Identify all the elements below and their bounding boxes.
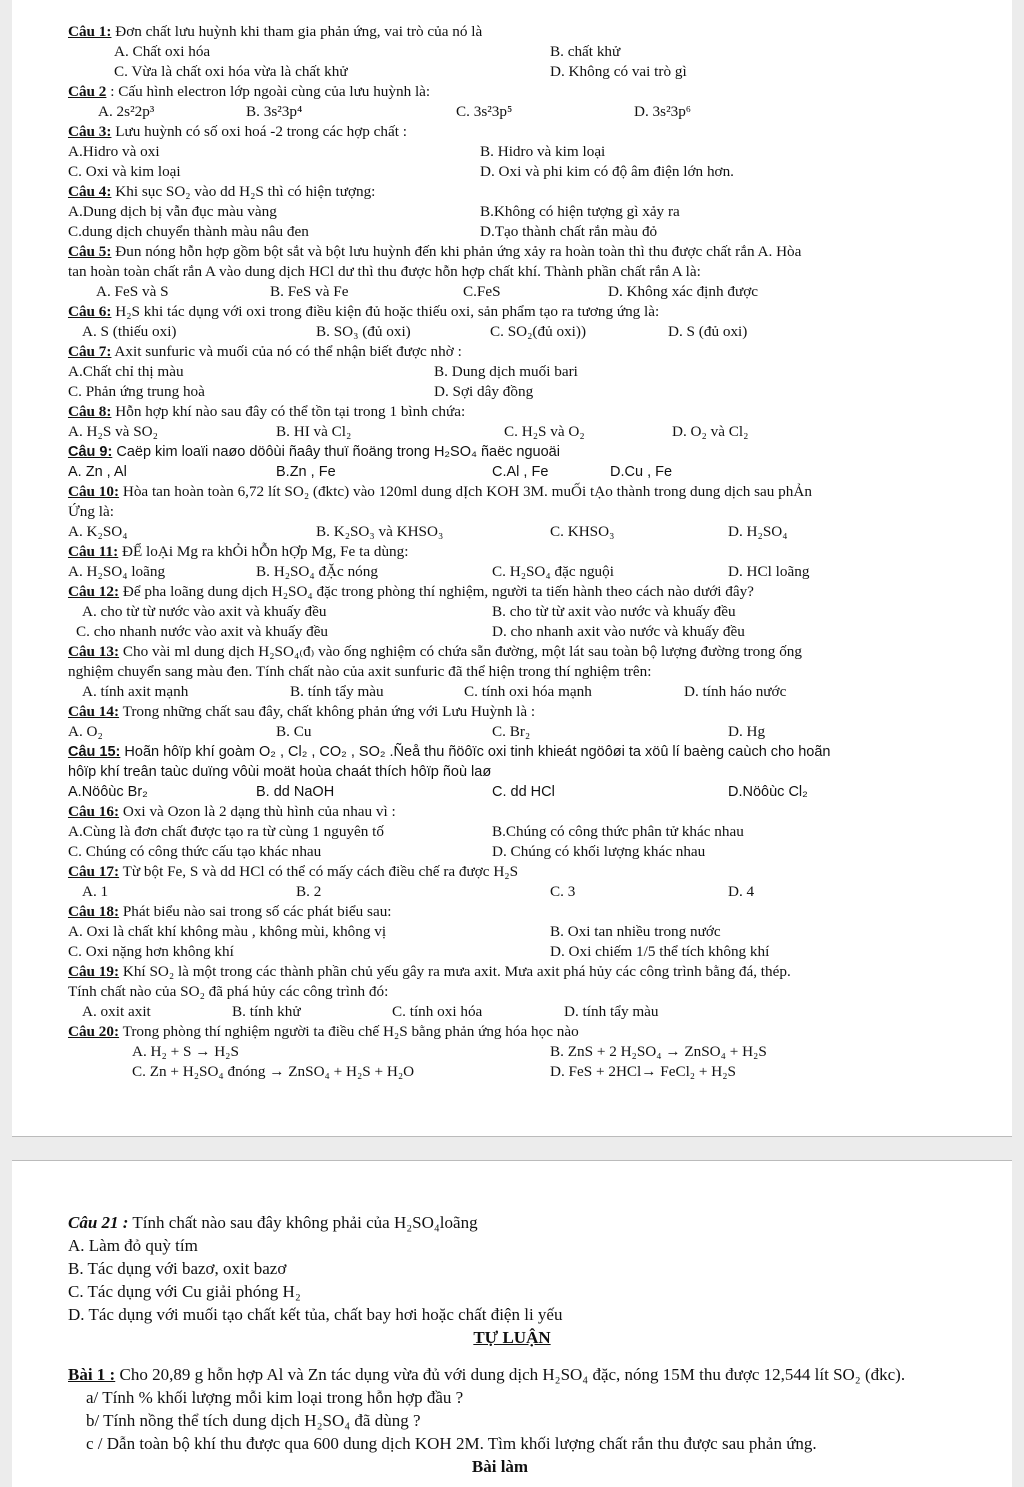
- answer-option: B. K₂SO₃ và KHSO₃: [316, 523, 444, 540]
- answer-row: [68, 462, 1012, 482]
- answer-option: A. H₂SO₄ loãng: [68, 563, 166, 580]
- answer-option: B. tính khử: [232, 1003, 301, 1020]
- answer-row: [68, 322, 1012, 342]
- question-text: Từ bột Fe, S và dd HCl có thể có mấy cách điều chế ra được H₂S: [119, 863, 519, 880]
- answer-option: C. Oxi nặng hơn không khí: [68, 943, 234, 960]
- answer-option: B.Zn , Fe: [276, 464, 336, 480]
- answer-row: [68, 882, 1012, 902]
- answer-option: D. cho nhanh axit vào nước và khuấy đều: [492, 623, 745, 640]
- answer-row: [68, 1042, 1012, 1062]
- answer-row: [68, 382, 1012, 402]
- question-text: ĐỂ loẠi Mg ra khỎi hỖn hỢp Mg, Fe ta dùng:: [118, 543, 409, 560]
- question-label: Câu 14:: [68, 703, 120, 720]
- answer-row: [68, 942, 1012, 962]
- question-19: [68, 962, 1012, 982]
- answer-row: [68, 142, 1012, 162]
- question-text: Tính chất nào sau đây không phải của H₂SO₄loãng: [128, 1213, 478, 1232]
- question-text-continued: Tính chất nào của SO₂ đã phá hủy các công trình đó:: [68, 983, 389, 1000]
- answer-option: C. tính oxi hóa mạnh: [464, 683, 592, 700]
- exam-page-1: [12, 0, 1012, 1137]
- question-8: [68, 402, 1012, 422]
- question-label: Câu 1:: [68, 23, 112, 40]
- answer-row: [68, 1062, 1012, 1082]
- answer-option: B.Chúng có công thức phân tử khác nhau: [492, 823, 744, 840]
- question-label: Câu 18:: [68, 903, 120, 920]
- question-text: Hòa tan hoàn toàn 6,72 lít SO₂ (đktc) vào 120ml dung dỊch KOH 3M. muỐi tẠo thành trong dung dịch sau phẢn: [119, 483, 812, 500]
- question-label: Câu 4:: [68, 183, 112, 200]
- answer-option: A. 2s²2p³: [98, 103, 155, 120]
- answer-row: [68, 922, 1012, 942]
- answer-option: D. O₂ và Cl₂: [672, 423, 749, 440]
- answer-row: [68, 62, 1012, 82]
- answer-option: A. O₂: [68, 723, 103, 740]
- answer-option: C. Vừa là chất oxi hóa vừa là chất khử: [114, 63, 348, 80]
- answer-option: D. S (đủ oxi): [668, 323, 748, 340]
- q21-option-d: D. Tác dụng với muối tạo chất kết tủa, chất bay hơi hoặc chất điện li yếu: [68, 1305, 563, 1324]
- question-text: Lưu huỳnh có số oxi hoá -2 trong các hợp chất :: [111, 123, 407, 140]
- question-text: Trong những chất sau đây, chất không phản ứng với Lưu Huỳnh là :: [119, 703, 536, 720]
- problem-1-part-b: b/ Tính nồng thể tích dung dịch H₂SO₄ đã dùng ?: [86, 1411, 421, 1430]
- answer-option: B. chất khử: [550, 43, 621, 60]
- question-label: Câu 5:: [68, 243, 112, 260]
- problem-1-part-a: a/ Tính % khối lượng mỗi kim loại trong hỗn hợp đầu ?: [86, 1388, 464, 1407]
- question-text-continued: hôïp khí treân taùc duïng vôùi moät hoùa chaát thích hôïp ñoù laø: [68, 764, 492, 780]
- question-label: Câu 2: [68, 83, 107, 100]
- question-label: Câu 21 :: [68, 1213, 129, 1232]
- answer-row: [68, 202, 1012, 222]
- answer-option: D. tính tẩy màu: [564, 1003, 659, 1020]
- question-7: [68, 342, 1012, 362]
- question-20: [68, 1022, 1012, 1042]
- question-text-continued: Ứng là:: [68, 503, 114, 520]
- answer-option: C. 3: [550, 883, 576, 900]
- answer-row: [68, 842, 1012, 862]
- question-label: Câu 16:: [68, 803, 120, 820]
- answer-option: B. 3s²3p⁴: [246, 103, 303, 120]
- question-label: Câu 9:: [68, 444, 113, 460]
- answer-option: C. cho nhanh nước vào axit và khuấy đều: [76, 623, 329, 640]
- question-17: [68, 862, 1012, 882]
- question-6: [68, 302, 1012, 322]
- answer-option: D.Tạo thành chất rắn màu đỏ: [480, 223, 658, 240]
- multiple-choice-section: [12, 0, 1012, 1082]
- answer-row: [68, 562, 1012, 582]
- question-15: [68, 742, 1012, 762]
- question-2: [68, 82, 1012, 102]
- question-label: Câu 20:: [68, 1023, 120, 1040]
- answer-option: A. S (thiếu oxi): [82, 323, 177, 340]
- question-13: [68, 642, 1012, 662]
- question-text: Khi sục SO₂ vào dd H₂S thì có hiện tượng:: [111, 183, 376, 200]
- answer-row: [68, 782, 1012, 802]
- answer-option: A.Cùng là đơn chất được tạo ra từ cùng 1 nguyên tố: [68, 823, 384, 840]
- answer-option: D. Oxi và phi kim có độ âm điện lớn hơn.: [480, 163, 734, 180]
- question-10: [68, 482, 1012, 502]
- answer-row: [68, 282, 1012, 302]
- answer-option: A.Hidro và oxi: [68, 143, 160, 160]
- answer-option: B. FeS và Fe: [270, 283, 349, 300]
- answer-option: C. dd HCl: [492, 784, 555, 800]
- question-label: Câu 7:: [68, 343, 112, 360]
- question-label: Câu 10:: [68, 483, 120, 500]
- answer-option: D. Không có vai trò gì: [550, 63, 687, 80]
- question-text: Hoãn hôïp khí goàm O₂ , Cl₂ , CO₂ , SO₂ .Ñeå thu ñöôïc oxi tinh khieát ngöôøi ta xöû lí baèng caùch cho hoãn: [120, 744, 831, 760]
- answer-option: D. H₂SO₄: [728, 523, 788, 540]
- answer-row: [68, 42, 1012, 62]
- answer-option: B. SO₃ (đủ oxi): [316, 323, 411, 340]
- question-label: Câu 17:: [68, 863, 120, 880]
- question-label: Câu 19:: [68, 963, 120, 980]
- question-5: [68, 242, 1012, 262]
- answer-option: C. tính oxi hóa: [392, 1003, 483, 1020]
- answer-option: B. dd NaOH: [256, 784, 335, 800]
- answer-option: B. 2: [296, 883, 322, 900]
- problem-label: Bài 1 :: [68, 1365, 116, 1384]
- answer-option: D. Hg: [728, 723, 766, 740]
- answer-option: A.Nöôùc Br₂: [68, 784, 148, 800]
- question-label: Câu 12:: [68, 583, 120, 600]
- question-12: [68, 582, 1012, 602]
- answer-row: [68, 622, 1012, 642]
- answer-row: [68, 362, 1012, 382]
- question-label: Câu 6:: [68, 303, 112, 320]
- answer-option: C. H₂SO₄ đặc nguội: [492, 563, 614, 580]
- answer-option: B. cho từ từ axit vào nước và khuấy đều: [492, 603, 736, 620]
- question-text: Caëp kim loaïi naøo döôùi ñaây thuï ñoäng trong H₂SO₄ ñaëc nguoäi: [112, 444, 560, 460]
- question-text: Axit sunfuric và muối của nó có thể nhận biết được nhờ :: [111, 343, 462, 360]
- question-text: Hỗn hợp khí nào sau đây có thể tồn tại trong 1 bình chứa:: [111, 403, 466, 420]
- answer-option: D. HCl loãng: [728, 563, 810, 580]
- answer-row: [68, 602, 1012, 622]
- answer-option: B.Không có hiện tượng gì xảy ra: [480, 203, 680, 220]
- answer-option: C. KHSO₃: [550, 523, 615, 540]
- answer-option: A. Zn , Al: [68, 464, 127, 480]
- answer-row: [68, 162, 1012, 182]
- answer-area-title: Bài làm: [471, 1457, 529, 1476]
- question-14: [68, 702, 1012, 722]
- answer-option: C. Zn + H₂SO₄ đnóng → ZnSO₄ + H₂S + H₂O: [132, 1063, 415, 1080]
- answer-option: A. H₂S và SO₂: [68, 423, 158, 440]
- answer-row: [68, 822, 1012, 842]
- question-text: Đơn chất lưu huỳnh khi tham gia phản ứng, vai trò của nó là: [111, 23, 483, 40]
- question-text: H₂S khi tác dụng với oxi trong điều kiện đủ hoặc thiếu oxi, sản phẩm tạo ra tương ứng là:: [111, 303, 660, 320]
- question-label: Câu 13:: [68, 643, 120, 660]
- question-text: Oxi và Ozon là 2 dạng thù hình của nhau vì :: [119, 803, 396, 820]
- problem-1-part-c: c / Dẫn toàn bộ khí thu được qua 600 dung dịch KOH 2M. Tìm khối lượng chất rắn thu được sau phản ứng.: [86, 1434, 817, 1453]
- answer-option: C. 3s²3p⁵: [456, 103, 513, 120]
- answer-option: D. Không xác định được: [608, 283, 758, 300]
- answer-option: B. Cu: [276, 723, 312, 740]
- answer-option: D. 4: [728, 883, 755, 900]
- exam-page-2: [12, 1160, 1012, 1487]
- answer-row: [68, 422, 1012, 442]
- question-text: Trong phòng thí nghiệm người ta điều chế H₂S bằng phản ứng hóa học nào: [119, 1023, 579, 1040]
- answer-option: D. 3s²3p⁶: [634, 103, 692, 120]
- answer-option: A. H₂ + S → H₂S: [132, 1043, 239, 1060]
- answer-option: D. Sợi dây đồng: [434, 383, 534, 400]
- answer-option: A. 1: [82, 883, 109, 900]
- question-label: Câu 15:: [68, 744, 121, 760]
- question-4: [68, 182, 1012, 202]
- q21-option-a: A. Làm đỏ quỳ tím: [68, 1236, 198, 1255]
- answer-option: D. tính háo nước: [684, 683, 787, 700]
- question-text: Khí SO₂ là một trong các thành phần chủ yếu gây ra mưa axit. Mưa axit phá hủy các công trình bằng đá, thép.: [119, 963, 791, 980]
- answer-option: B. tính tẩy màu: [290, 683, 384, 700]
- problem-text: Cho 20,89 g hỗn hợp Al và Zn tác dụng vừa đủ với dung dịch H₂SO₄ đặc, nóng 15M thu được 12,544 lít SO₂ (đkc).: [115, 1365, 906, 1384]
- answer-option: C. Oxi và kim loại: [68, 163, 181, 180]
- question-11: [68, 542, 1012, 562]
- answer-row: [68, 522, 1012, 542]
- answer-row: [68, 682, 1012, 702]
- answer-option: D. Chúng có khối lượng khác nhau: [492, 843, 706, 860]
- answer-option: A. tính axit mạnh: [82, 683, 189, 700]
- answer-option: C. Phản ứng trung hoà: [68, 383, 205, 400]
- answer-option: A.Chất chỉ thị màu: [68, 363, 184, 380]
- answer-option: D.Cu , Fe: [610, 464, 673, 480]
- question-21: [68, 1211, 1012, 1234]
- answer-option: A. FeS và S: [96, 283, 169, 300]
- answer-option: D. FeS + 2HCl→ FeCl₂ + H₂S: [550, 1063, 736, 1080]
- question-label: Câu 11:: [68, 543, 119, 560]
- answer-option: C. Chúng có công thức cấu tạo khác nhau: [68, 843, 322, 860]
- answer-option: C.dung dịch chuyển thành màu nâu đen: [68, 223, 309, 240]
- answer-option: A. oxit axit: [82, 1003, 151, 1020]
- answer-option: A. cho từ từ nước vào axit và khuấy đều: [82, 603, 327, 620]
- question-text: Đun nóng hỗn hợp gồm bột sắt và bột lưu huỳnh đến khi phản ứng xảy ra hoàn toàn thì thu được chất rắn A. Hòa: [111, 243, 802, 260]
- q21-option-c: C. Tác dụng với Cu giải phóng H₂: [68, 1282, 301, 1301]
- answer-row: [68, 1002, 1012, 1022]
- answer-option: C. H₂S và O₂: [504, 423, 585, 440]
- answer-option: B. Oxi tan nhiều trong nước: [550, 923, 721, 940]
- answer-option: C. Br₂: [492, 723, 531, 740]
- question-1: [68, 22, 1012, 42]
- answer-option: D.Nöôùc Cl₂: [728, 784, 808, 800]
- answer-option: B. Hidro và kim loại: [480, 143, 606, 160]
- answer-option: B. HI và Cl₂: [276, 423, 352, 440]
- answer-row: [68, 102, 1012, 122]
- answer-option: A. Chất oxi hóa: [114, 43, 211, 60]
- question-text: Để pha loãng dung dịch H₂SO₄ đặc trong phòng thí nghiệm, người ta tiến hành theo cách nào dưới đây?: [119, 583, 754, 600]
- essay-heading: TỰ LUẬN: [473, 1328, 551, 1347]
- answer-option: A. Oxi là chất khí không màu , không mùi, không vị: [68, 923, 387, 940]
- answer-row: [68, 222, 1012, 242]
- answer-option: B. H₂SO₄ đẶc nóng: [256, 563, 378, 580]
- question-text-continued: tan hoàn toàn chất rắn A vào dung dịch HCl dư thì thu được hỗn hợp chất khí. Thành phần chất rắn A là:: [68, 263, 701, 280]
- question-9: [68, 442, 1012, 462]
- answer-option: C.FeS: [463, 283, 501, 300]
- question-3: [68, 122, 1012, 142]
- answer-option: C. SO₂(đủ oxi)): [490, 323, 586, 340]
- question-text: Cho vài ml dung dịch H₂SO₄₍đ₎ vào ống nghiệm có chứa sẵn đường, một lát sau toàn bộ lượng đường trong ống: [119, 643, 802, 660]
- question-label: Câu 8:: [68, 403, 112, 420]
- question-16: [68, 802, 1012, 822]
- answer-option: D. Oxi chiếm 1/5 thể tích không khí: [550, 943, 770, 960]
- question-18: [68, 902, 1012, 922]
- question-text: : Cấu hình electron lớp ngoài cùng của lưu huỳnh là:: [106, 83, 431, 100]
- problem-1: [68, 1363, 1012, 1386]
- q21-option-b: B. Tác dụng với bazơ, oxit bazơ: [68, 1259, 287, 1278]
- answer-option: A.Dung dịch bị vẫn đục màu vàng: [68, 203, 277, 220]
- question-text-continued: nghiệm chuyển sang màu đen. Tính chất nào của axit sunfuric đã thể hiện trong thí nghiệm trên:: [68, 663, 652, 680]
- answer-row: [68, 722, 1012, 742]
- answer-option: A. K₂SO₄: [68, 523, 128, 540]
- question-label: Câu 3:: [68, 123, 112, 140]
- answer-option: B. ZnS + 2 H₂SO₄ → ZnSO₄ + H₂S: [550, 1043, 767, 1060]
- question-text: Phát biểu nào sai trong số các phát biểu sau:: [119, 903, 392, 920]
- answer-option: C.Al , Fe: [492, 464, 549, 480]
- answer-option: B. Dung dịch muối bari: [434, 363, 578, 380]
